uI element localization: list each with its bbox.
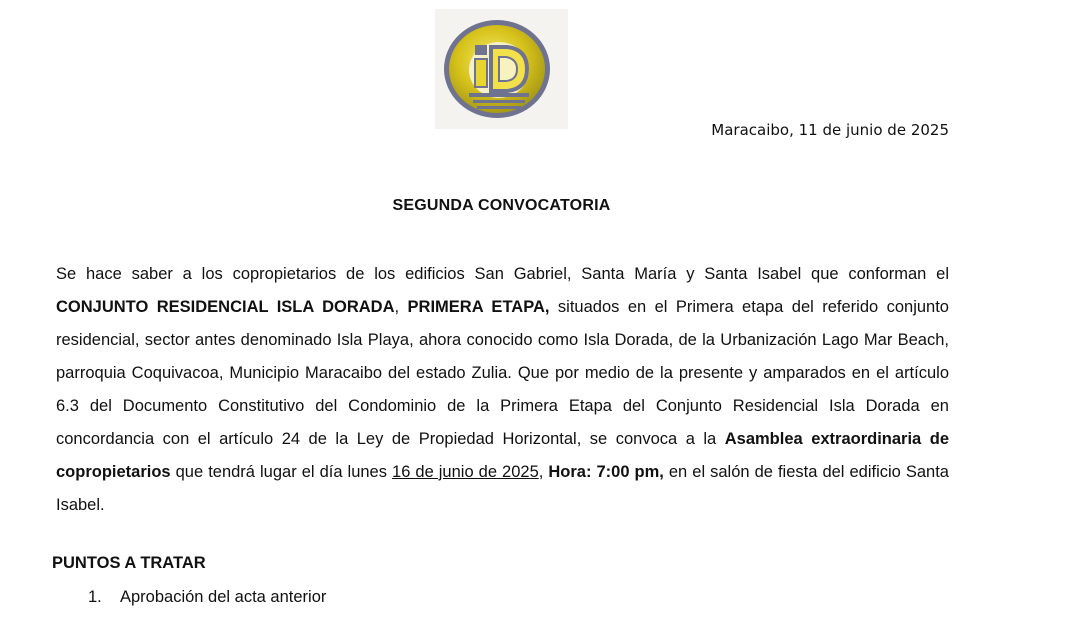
body-text-segment: , xyxy=(394,298,408,316)
list-item xyxy=(88,588,326,607)
date-line: Maracaibo, 11 de junio de 2025 xyxy=(711,121,949,139)
body-text-segment: que tendrá lugar el día lunes xyxy=(170,463,393,481)
meeting-date: 16 de junio de 2025 xyxy=(392,463,539,481)
assembly-name: Asamblea extraordinaria de copropietarios xyxy=(56,430,949,481)
list-item-number: 1. xyxy=(88,588,102,606)
list-item-text: Aprobación del acta anterior xyxy=(120,588,327,606)
body-text-segment: , xyxy=(538,463,549,481)
meeting-time: Hora: 7:00 pm, xyxy=(548,463,664,481)
body-text-segment: en el salón de fiesta del edificio Santa Isabel. xyxy=(56,463,949,514)
agenda-list xyxy=(88,588,326,607)
body-paragraph xyxy=(56,258,949,522)
agenda-heading: PUNTOS A TRATAR xyxy=(52,554,206,572)
body-text-segment: situados en el Primera etapa del referido conjunto residencial, sector antes denominado Isla Playa, ahora conocido como Isla Dorada, de la Urbanización Lago Mar Beach, parroquia Coquivacoa, Municipio Maracaibo del estado Zulia. Que por medio de la presente y amparados en el artículo 6.3 del Documento Constitutivo del Condominio de la Primera Etapa del Conjunto Residencial Isla Dorada en concordancia con el artículo 24 de la Ley de Propiedad Horizontal, se convoca a la xyxy=(56,298,949,448)
stage-name: PRIMERA ETAPA, xyxy=(407,298,550,316)
isla-dorada-logo-icon xyxy=(435,9,568,129)
residence-name: CONJUNTO RESIDENCIAL ISLA DORADA xyxy=(56,298,395,316)
page-title: SEGUNDA CONVOCATORIA xyxy=(392,197,611,214)
body-text-segment: Se hace saber a los copropietarios de los edificios San Gabriel, Santa María y Santa Isabel que conforman el xyxy=(56,265,949,283)
